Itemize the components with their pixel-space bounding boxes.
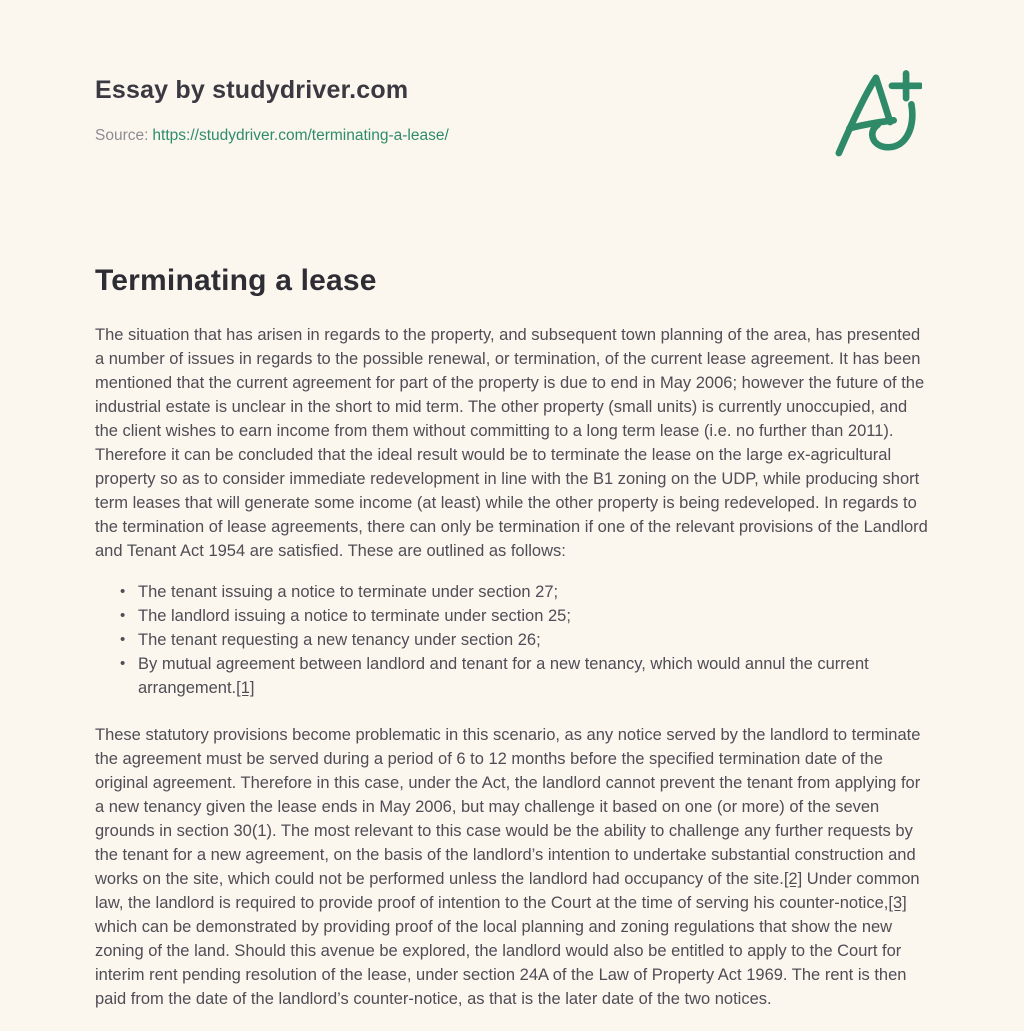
paragraph-2 <box>95 723 930 1011</box>
list-item-text: The tenant requesting a new tenancy under section 26; <box>138 631 541 649</box>
header <box>95 76 930 162</box>
paragraph-2-text-b: Under common law, the landlord is required to provide proof of intention to the Court at the time of serving his counter-notice, <box>95 870 920 912</box>
source-url-link[interactable]: https://studydriver.com/terminating-a-lease/ <box>152 127 449 144</box>
list-item-text: The landlord issuing a notice to terminate under section 25; <box>138 607 571 625</box>
a-plus-logo-icon <box>830 68 922 162</box>
essay-body <box>95 264 930 1011</box>
footnote-link-2[interactable]: [2] <box>783 870 803 888</box>
essay-title: Terminating a lease <box>95 264 377 297</box>
list-item-text: By mutual agreement between landlord and tenant for a new tenancy, which would annul the current arrangement. <box>138 655 869 697</box>
list-item-section-27 <box>120 580 930 604</box>
footnote-link-3[interactable]: [3] <box>888 894 907 912</box>
list-item-mutual-agreement <box>120 652 930 700</box>
studydriver-logo <box>830 68 922 162</box>
source-label: Source: <box>95 127 149 144</box>
header-text-block <box>95 76 449 145</box>
list-item-text: The tenant issuing a notice to terminate under section 27; <box>138 583 559 601</box>
footnote-link-1[interactable]: [1] <box>236 679 255 697</box>
paragraph-1-text: The situation that has arisen in regards to the property, and subsequent town planning of the area, has presented a number of issues in regards to the possible renewal, or termination, of the current lease agreement. It has been mentioned that the current agreement for part of the property is due to end in May 2006; however the future of the industrial estate is unclear in the short to mid term. The other property (small units) is currently unoccupied, and the client wishes to earn income from them without committing to a long term lease (i.e. no further than 2011). Therefore it can be concluded that the ideal result would be to terminate the lease on the large ex-agricultural property so as to consider immediate redevelopment in line with the B1 zoning on the UDP, while producing short term leases that will generate some income (at least) while the other property is being redeveloped. In regards to the termination of lease agreements, there can only be termination if one of the relevant provisions of the Landlord and Tenant Act 1954 are satisfied. These are outlined as follows: <box>95 326 928 560</box>
paragraph-2-text-a: These statutory provisions become problematic in this scenario, as any notice served by the landlord to terminate the agreement must be served during a period of 6 to 12 months before the specified termination date of the original agreement. Therefore in this case, under the Act, the landlord cannot prevent the tenant from applying for a new tenancy given the lease ends in May 2006, but may challenge it based on one (or more) of the seven grounds in section 30(1). The most relevant to this case would be the ability to challenge any further requests by the tenant for a new agreement, on the basis of the landlord’s intention to undertake substantial construction and works on the site, which could not be performed unless the landlord had occupancy of the site. <box>95 726 921 888</box>
list-item-section-25 <box>120 604 930 628</box>
paragraph-2-text-c: which can be demonstrated by providing proof of the local planning and zoning regulations that show the new zoning of the land. Should this avenue be explored, the landlord would also be entitled to apply to the Court for interim rent pending resolution of the lease, under section 24A of the Law of Property Act 1969. The rent is then paid from the date of the landlord’s counter-notice, as that is the later date of the two notices. <box>95 918 907 1008</box>
list-item-section-26 <box>120 628 930 652</box>
termination-provisions-list <box>95 580 930 700</box>
source-line <box>95 127 449 145</box>
byline-heading: Essay by studydriver.com <box>95 76 409 104</box>
paragraph-1 <box>95 323 930 563</box>
